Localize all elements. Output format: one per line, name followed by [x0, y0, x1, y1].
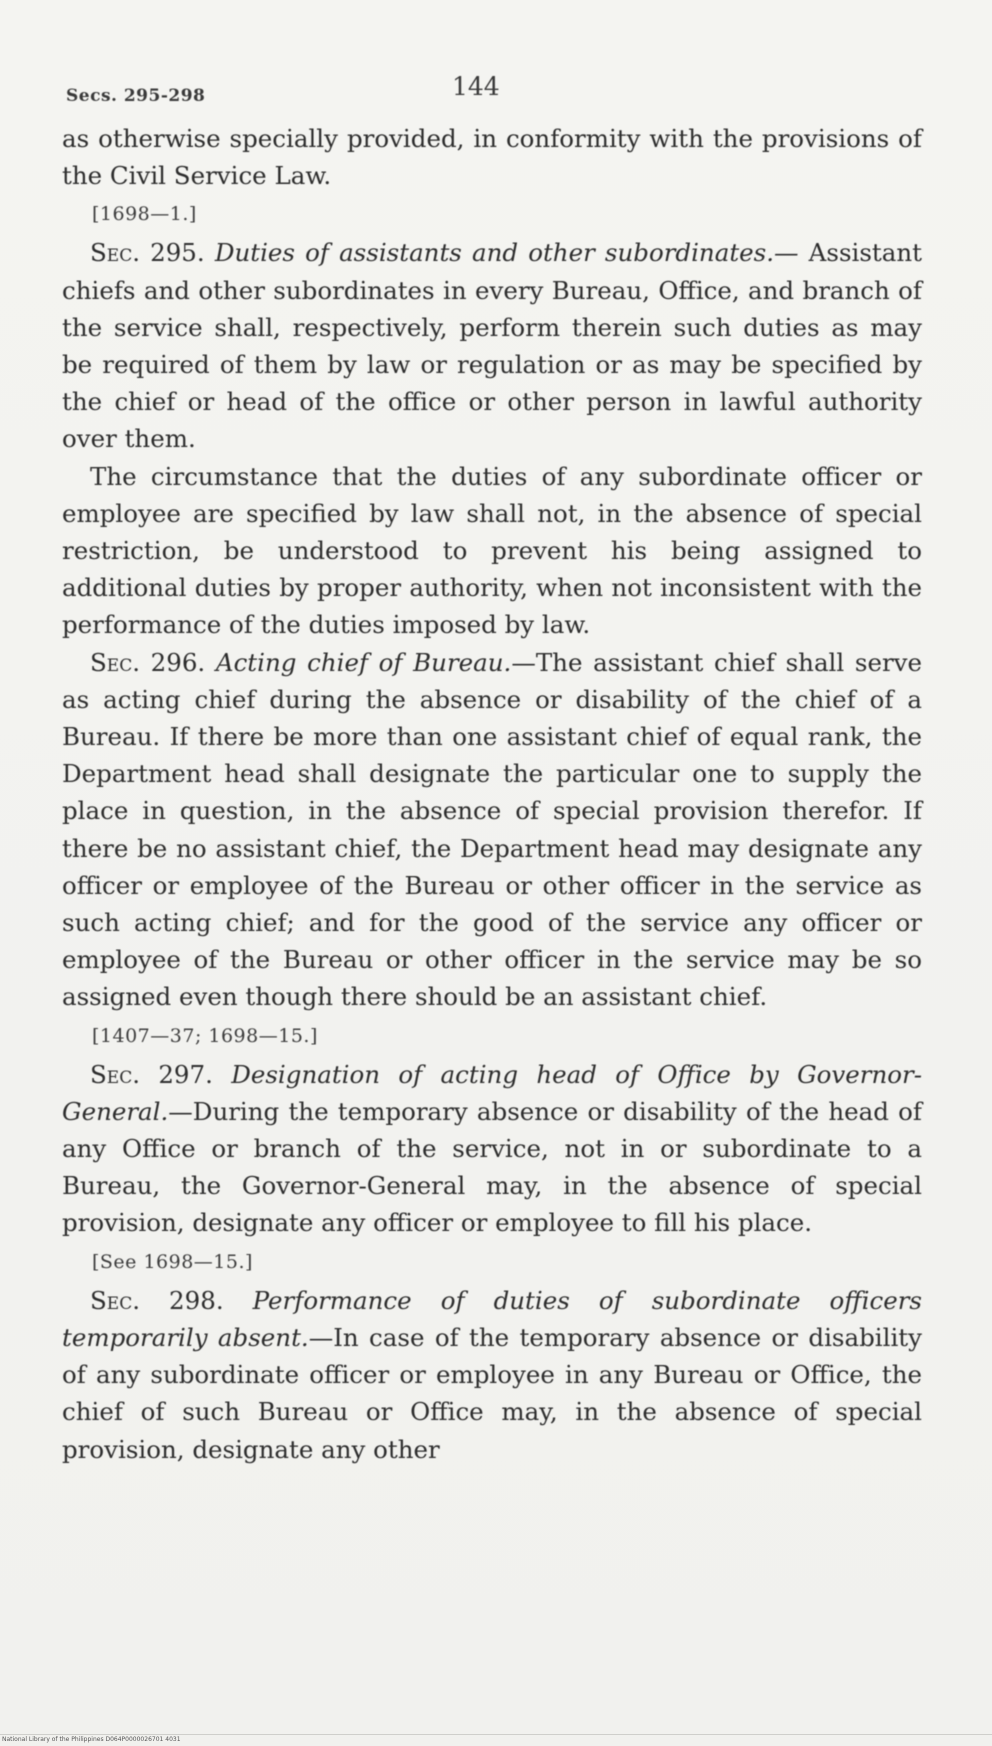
section-heading: Designation of acting head of Office by Governor-General.	[62, 1059, 922, 1126]
section-heading: Duties of assistants and other subordinates.—	[214, 238, 799, 268]
citation: [See 1698—15.]	[92, 1250, 253, 1273]
section-295	[62, 234, 922, 457]
page-number: 144	[452, 72, 500, 101]
section-label: Sec. 295.	[90, 238, 205, 268]
running-head	[66, 72, 926, 112]
section-heading: Acting chief of Bureau.	[215, 647, 512, 677]
section-label: Sec. 297.	[90, 1059, 213, 1089]
section-reference: Secs. 295-298	[66, 86, 206, 106]
scan-footer: National Library of the Philippines D064P0000026701 4031	[2, 1736, 181, 1743]
section-295-paragraph-2: The circumstance that the duties of any subordinate officer or employee are specified by law shall not, in the absence of special restriction, be understood to prevent his being assigned to additional duties by proper authority, when not inconsistent with the performance of the duties imposed by law.	[62, 461, 922, 640]
section-text: —In case of the temporary absence or disability of any subordinate officer or employee in any Bureau or Office, the chief of such Bureau or Office may, in the absence of special provision, designate any other	[62, 1322, 922, 1464]
section-297	[62, 1056, 922, 1242]
section-label: Sec. 298.	[90, 1285, 224, 1315]
section-298	[62, 1282, 922, 1468]
citation: [1698—1.]	[92, 203, 197, 226]
section-text: Assistant chiefs and other subordinates in every Bureau, Office, and branch of the service shall, respectively, perform therein such duties as may be required of them by law or regulation or as may be specified by the chief or head of the office or other person in lawful authority over them.	[62, 238, 922, 454]
section-label: Sec. 296.	[90, 647, 206, 677]
section-text: —During the temporary absence or disability of the head of any Office or branch of the service, not in or subordinate to a Bureau, the Governor-General may, in the absence of special provision, designate any officer or employee to fill his place.	[62, 1096, 922, 1238]
intro-paragraph: as otherwise specially provided, in conformity with the provisions of the Civil Service Law.	[62, 124, 922, 191]
section-296	[62, 644, 922, 1016]
citation: [1407—37; 1698—15.]	[92, 1024, 318, 1047]
section-heading: Performance of duties of subordinate officers temporarily absent.	[62, 1285, 922, 1352]
footer-divider	[0, 1734, 992, 1735]
section-text: —The assistant chief shall serve as acting chief during the absence or disability of the chief of a Bureau. If there be more than one assistant chief of equal rank, the Department head shall designate the particular one to supply the place in question, in the absence of special provision therefor. If there be no assistant chief, the Department head may designate any officer or employee of the Bureau or other officer in the service as such acting chief; and for the good of the service any officer or employee of the Bureau or other officer in the service may be so assigned even though there should be an assistant chief.	[62, 647, 923, 1012]
body-text	[62, 120, 922, 1468]
